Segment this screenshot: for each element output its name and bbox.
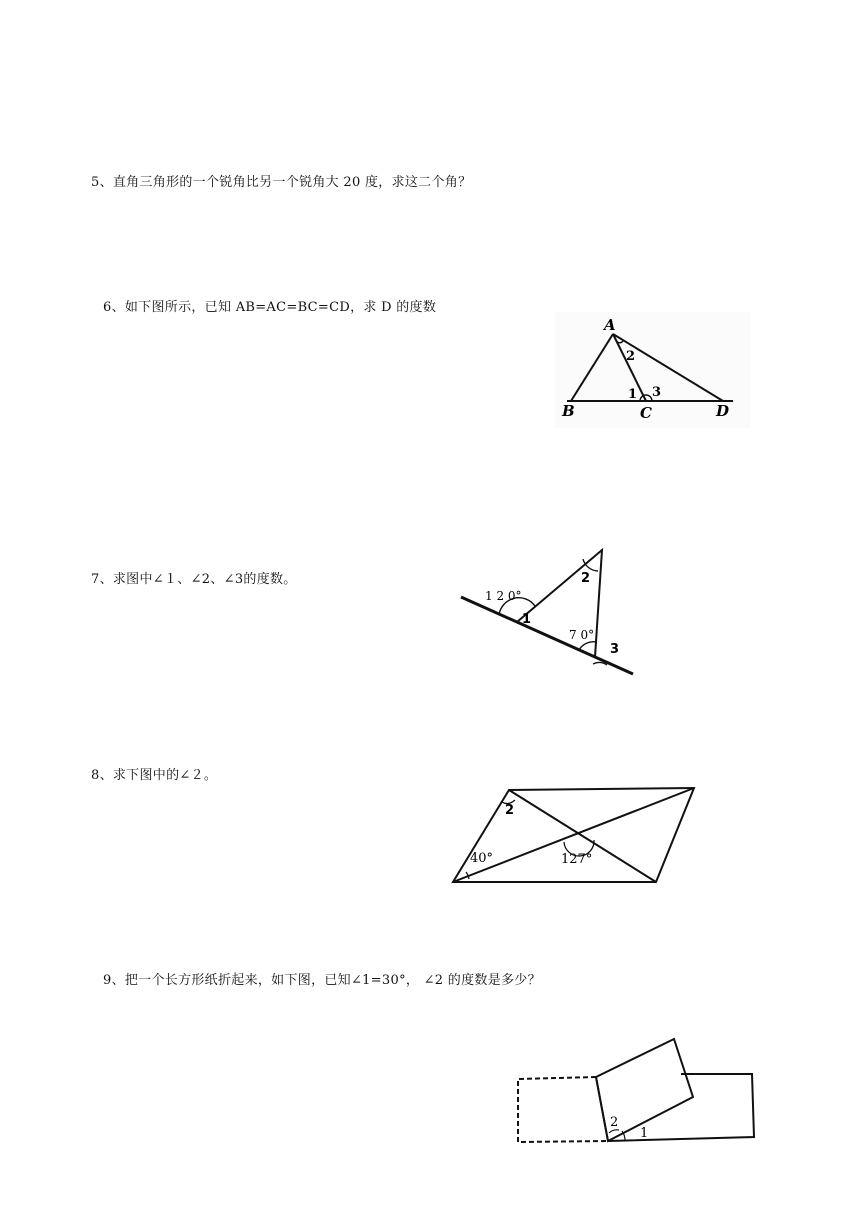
angle-1-label: 1 xyxy=(628,387,638,402)
label-D: D xyxy=(716,402,730,420)
question-7: 7、求图中∠１、∠2、∠3的度数。 xyxy=(91,572,297,587)
angle-2-label: 2 xyxy=(610,1115,619,1130)
angle-1-label: 1 xyxy=(522,612,532,627)
angle-3-label: 3 xyxy=(610,642,620,657)
figure-9-folded-rectangle xyxy=(510,1025,765,1150)
angle-ext-120-label: 1 2 0° xyxy=(485,589,522,603)
question-8: 8、求下图中的∠２。 xyxy=(91,768,218,783)
angle-2-label: 2 xyxy=(581,571,591,586)
label-C: C xyxy=(640,404,652,422)
label-B: B xyxy=(562,402,575,420)
question-5: 5、直角三角形的一个锐角比另一个锐角大 20 度，求这二个角？ xyxy=(91,175,472,190)
angle-2-label: 2 xyxy=(626,349,636,364)
question-6: 6、如下图所示，已知 AB=AC=BC=CD，求 D 的度数 xyxy=(103,300,437,315)
question-9: 9、把一个长方形纸折起来，如下图，已知∠1=30°， ∠2 的度数是多少？ xyxy=(103,973,541,988)
angle-1-label: 1 xyxy=(640,1126,649,1141)
figure-7-triangle xyxy=(455,540,640,680)
angle-3-label: 3 xyxy=(652,385,662,400)
figure-8-parallelogram xyxy=(445,780,705,895)
angle-2-label: 2 xyxy=(505,803,515,818)
angle-127-label: 127° xyxy=(561,852,593,867)
label-A: A xyxy=(604,316,616,334)
angle-int-70-label: 7 0° xyxy=(569,628,595,642)
angle-40-label: 40° xyxy=(470,851,494,866)
figure-6-triangle xyxy=(555,312,750,428)
